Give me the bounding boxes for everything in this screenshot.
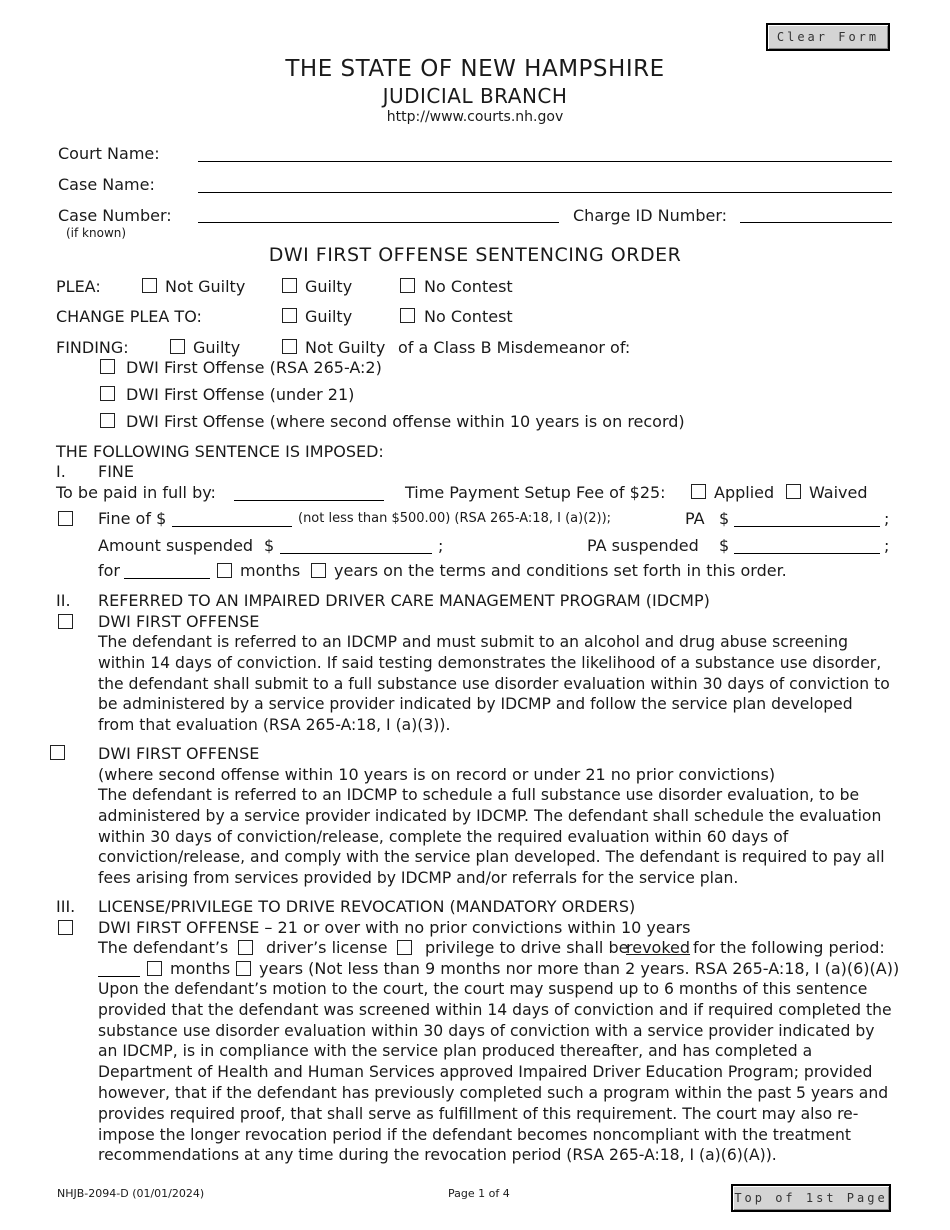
plea-guilty-label: Guilty (305, 277, 353, 296)
section2a-text: The defendant is referred to an IDCMP and must submit to an alcohol and drug abuse screening within 14 days of conviction. If said testing demonstrates the likelihood of a substance use disorder, the defendant shall submit to a full substance use disorder evaluation within 30 days of conviction to be administered by a service provider indicated by IDCMP and follow the service plan developed from that evaluation (RSA 265-A:18, I (a)(3)). (98, 633, 890, 735)
revocation-period-field[interactable] (98, 976, 140, 977)
offense-rsa-label: DWI First Offense (RSA 265-A:2) (126, 358, 382, 377)
case-name-label: Case Name: (58, 175, 155, 194)
finding-not-guilty-checkbox[interactable] (282, 339, 297, 354)
case-name-field[interactable] (198, 192, 892, 193)
form-title: DWI FIRST OFFENSE SENTENCING ORDER (268, 244, 682, 266)
fee-applied-label: Applied (714, 483, 775, 502)
page-number: Page 1 of 4 (448, 1187, 510, 1200)
amount-suspended-label: Amount suspended (98, 536, 254, 555)
plea-no-contest-checkbox[interactable] (400, 278, 415, 293)
section1-title: FINE (98, 462, 134, 481)
fee-waived-label: Waived (809, 483, 868, 502)
paid-by-field[interactable] (234, 500, 384, 501)
amount-suspended-semicolon: ; (438, 536, 444, 555)
fine-note: (not less than $500.00) (RSA 265-A:18, I (a)(2)); (298, 511, 612, 526)
court-url: http://www.courts.nh.gov (386, 109, 564, 125)
change-plea-label: CHANGE PLEA TO: (56, 307, 202, 326)
fine-of-label: Fine of $ (98, 509, 167, 528)
sentence-heading: THE FOLLOWING SENTENCE IS IMPOSED: (56, 442, 384, 461)
plea-no-contest-label: No Contest (424, 277, 513, 296)
section3-checkbox[interactable] (58, 920, 73, 935)
offense-rsa-checkbox[interactable] (100, 359, 115, 374)
pa-dollar: $ (719, 509, 730, 528)
section2a-checkbox[interactable] (58, 614, 73, 629)
fee-waived-checkbox[interactable] (786, 484, 801, 499)
pa-suspended-dollar: $ (719, 536, 730, 555)
revocation-months-checkbox[interactable] (147, 961, 162, 976)
form-id: NHJB-2094-D (01/01/2024) (57, 1187, 205, 1200)
offense-under21-checkbox[interactable] (100, 386, 115, 401)
section2-number: II. (56, 591, 71, 610)
change-plea-guilty-checkbox[interactable] (282, 308, 297, 323)
paid-by-label: To be paid in full by: (56, 483, 216, 502)
court-name-label: Court Name: (58, 144, 160, 163)
section3-title: LICENSE/PRIVILEGE TO DRIVE REVOCATION (MANDATORY ORDERS) (98, 897, 636, 916)
court-name-field[interactable] (198, 161, 892, 162)
branch-title: JUDICIAL BRANCH (382, 84, 568, 108)
offense-under21-label: DWI First Offense (under 21) (126, 385, 355, 404)
plea-not-guilty-checkbox[interactable] (142, 278, 157, 293)
state-title: THE STATE OF NEW HAMPSHIRE (285, 56, 665, 82)
pa-amount-field[interactable] (734, 526, 880, 527)
section2-title: REFERRED TO AN IMPAIRED DRIVER CARE MANAGEMENT PROGRAM (IDCMP) (98, 591, 710, 610)
revocation-months-label: months (170, 959, 231, 978)
plea-guilty-checkbox[interactable] (282, 278, 297, 293)
suspension-years-checkbox[interactable] (311, 563, 326, 578)
offense-second-checkbox[interactable] (100, 413, 115, 428)
pa-suspended-field[interactable] (734, 553, 880, 554)
suspension-period-field[interactable] (124, 578, 210, 579)
change-plea-no-contest-label: No Contest (424, 307, 513, 326)
section2a-title: DWI FIRST OFFENSE (98, 612, 260, 631)
revocation-years-checkbox[interactable] (236, 961, 251, 976)
drivers-license-checkbox[interactable] (238, 940, 253, 955)
period-label: for the following period: (693, 938, 885, 957)
charge-id-field[interactable] (740, 222, 892, 223)
privilege-label: privilege to drive shall be (425, 938, 629, 957)
plea-not-guilty-label: Not Guilty (165, 277, 246, 296)
privilege-checkbox[interactable] (397, 940, 412, 955)
plea-label: PLEA: (56, 277, 101, 296)
finding-guilty-label: Guilty (193, 338, 241, 357)
section2b-subtitle: (where second offense within 10 years is on record or under 21 no prior convictions) (98, 765, 776, 784)
finding-guilty-checkbox[interactable] (170, 339, 185, 354)
setup-fee-label: Time Payment Setup Fee of $25: (405, 483, 666, 502)
change-plea-no-contest-checkbox[interactable] (400, 308, 415, 323)
offense-second-label: DWI First Offense (where second offense within 10 years is on record) (126, 412, 685, 431)
case-number-label: Case Number: (58, 206, 172, 225)
section3-text: Upon the defendant’s motion to the court, the court may suspend up to 6 months of this sentence provided that the defendant was screened within 14 days of conviction and if required completed the substance use disorder evaluation within 30 days of conviction with a service provider indicated by an IDCMP, is in compliance with the service plan produced thereafter, and has completed a Department of Health and Human Services approved Impaired Driver Education Program; provided however, that if the defendant has previously completed such a program within the past 5 years and provides required proof, that shall serve as fulfillment of this requirement. The court may also re- impose the longer revocation period if the defendant becomes noncompliant with the treatment recommendations at any time during the revocation period (RSA 265-A:18, I (a)(6)(A)). (98, 980, 892, 1165)
clear-form-button[interactable]: Clear Form (766, 23, 890, 51)
section3-number: III. (56, 897, 76, 916)
if-known-note: (if known) (66, 226, 127, 240)
for-label: for (98, 561, 120, 580)
change-plea-guilty-label: Guilty (305, 307, 353, 326)
charge-id-label: Charge ID Number: (573, 206, 728, 225)
section2b-title: DWI FIRST OFFENSE (98, 744, 260, 763)
amount-suspended-dollar: $ (264, 536, 275, 555)
amount-suspended-field[interactable] (280, 553, 432, 554)
suspension-months-label: months (240, 561, 301, 580)
revocation-years-label: years (Not less than 9 months nor more than 2 years. RSA 265-A:18, I (a)(6)(A)) (259, 959, 900, 978)
finding-suffix: of a Class B Misdemeanor of: (398, 338, 631, 357)
pa-suspended-semicolon: ; (884, 536, 890, 555)
section2b-checkbox[interactable] (50, 745, 65, 760)
top-of-first-page-button[interactable]: Top of 1st Page (731, 1184, 891, 1212)
fine-amount-field[interactable] (172, 526, 292, 527)
fee-applied-checkbox[interactable] (691, 484, 706, 499)
pa-semicolon: ; (884, 509, 890, 528)
case-number-field[interactable] (198, 222, 559, 223)
pa-suspended-label: PA suspended (587, 536, 699, 555)
fine-checkbox[interactable] (58, 511, 73, 526)
revoked-word: revoked (626, 938, 691, 957)
section2b-text: The defendant is referred to an IDCMP to schedule a full substance use disorder evaluation, to be administered by a service provider indicated by IDCMP. The defendant shall schedule the evaluation within 30 days of conviction/release, complete the required evaluation within 60 days of conviction/release, and comply with the service plan developed. The defendant is required to pay all fees arising from services provided by IDCMP and/or referrals for the service plan. (98, 786, 885, 888)
finding-not-guilty-label: Not Guilty (305, 338, 386, 357)
defendants-label: The defendant’s (98, 938, 229, 957)
suspension-years-label: years on the terms and conditions set forth in this order. (334, 561, 787, 580)
suspension-months-checkbox[interactable] (217, 563, 232, 578)
pa-label: PA (685, 509, 705, 528)
section3-subtitle: DWI FIRST OFFENSE – 21 or over with no prior convictions within 10 years (98, 918, 691, 937)
section1-number: I. (56, 462, 66, 481)
finding-label: FINDING: (56, 338, 129, 357)
drivers-license-label: driver’s license (266, 938, 388, 957)
